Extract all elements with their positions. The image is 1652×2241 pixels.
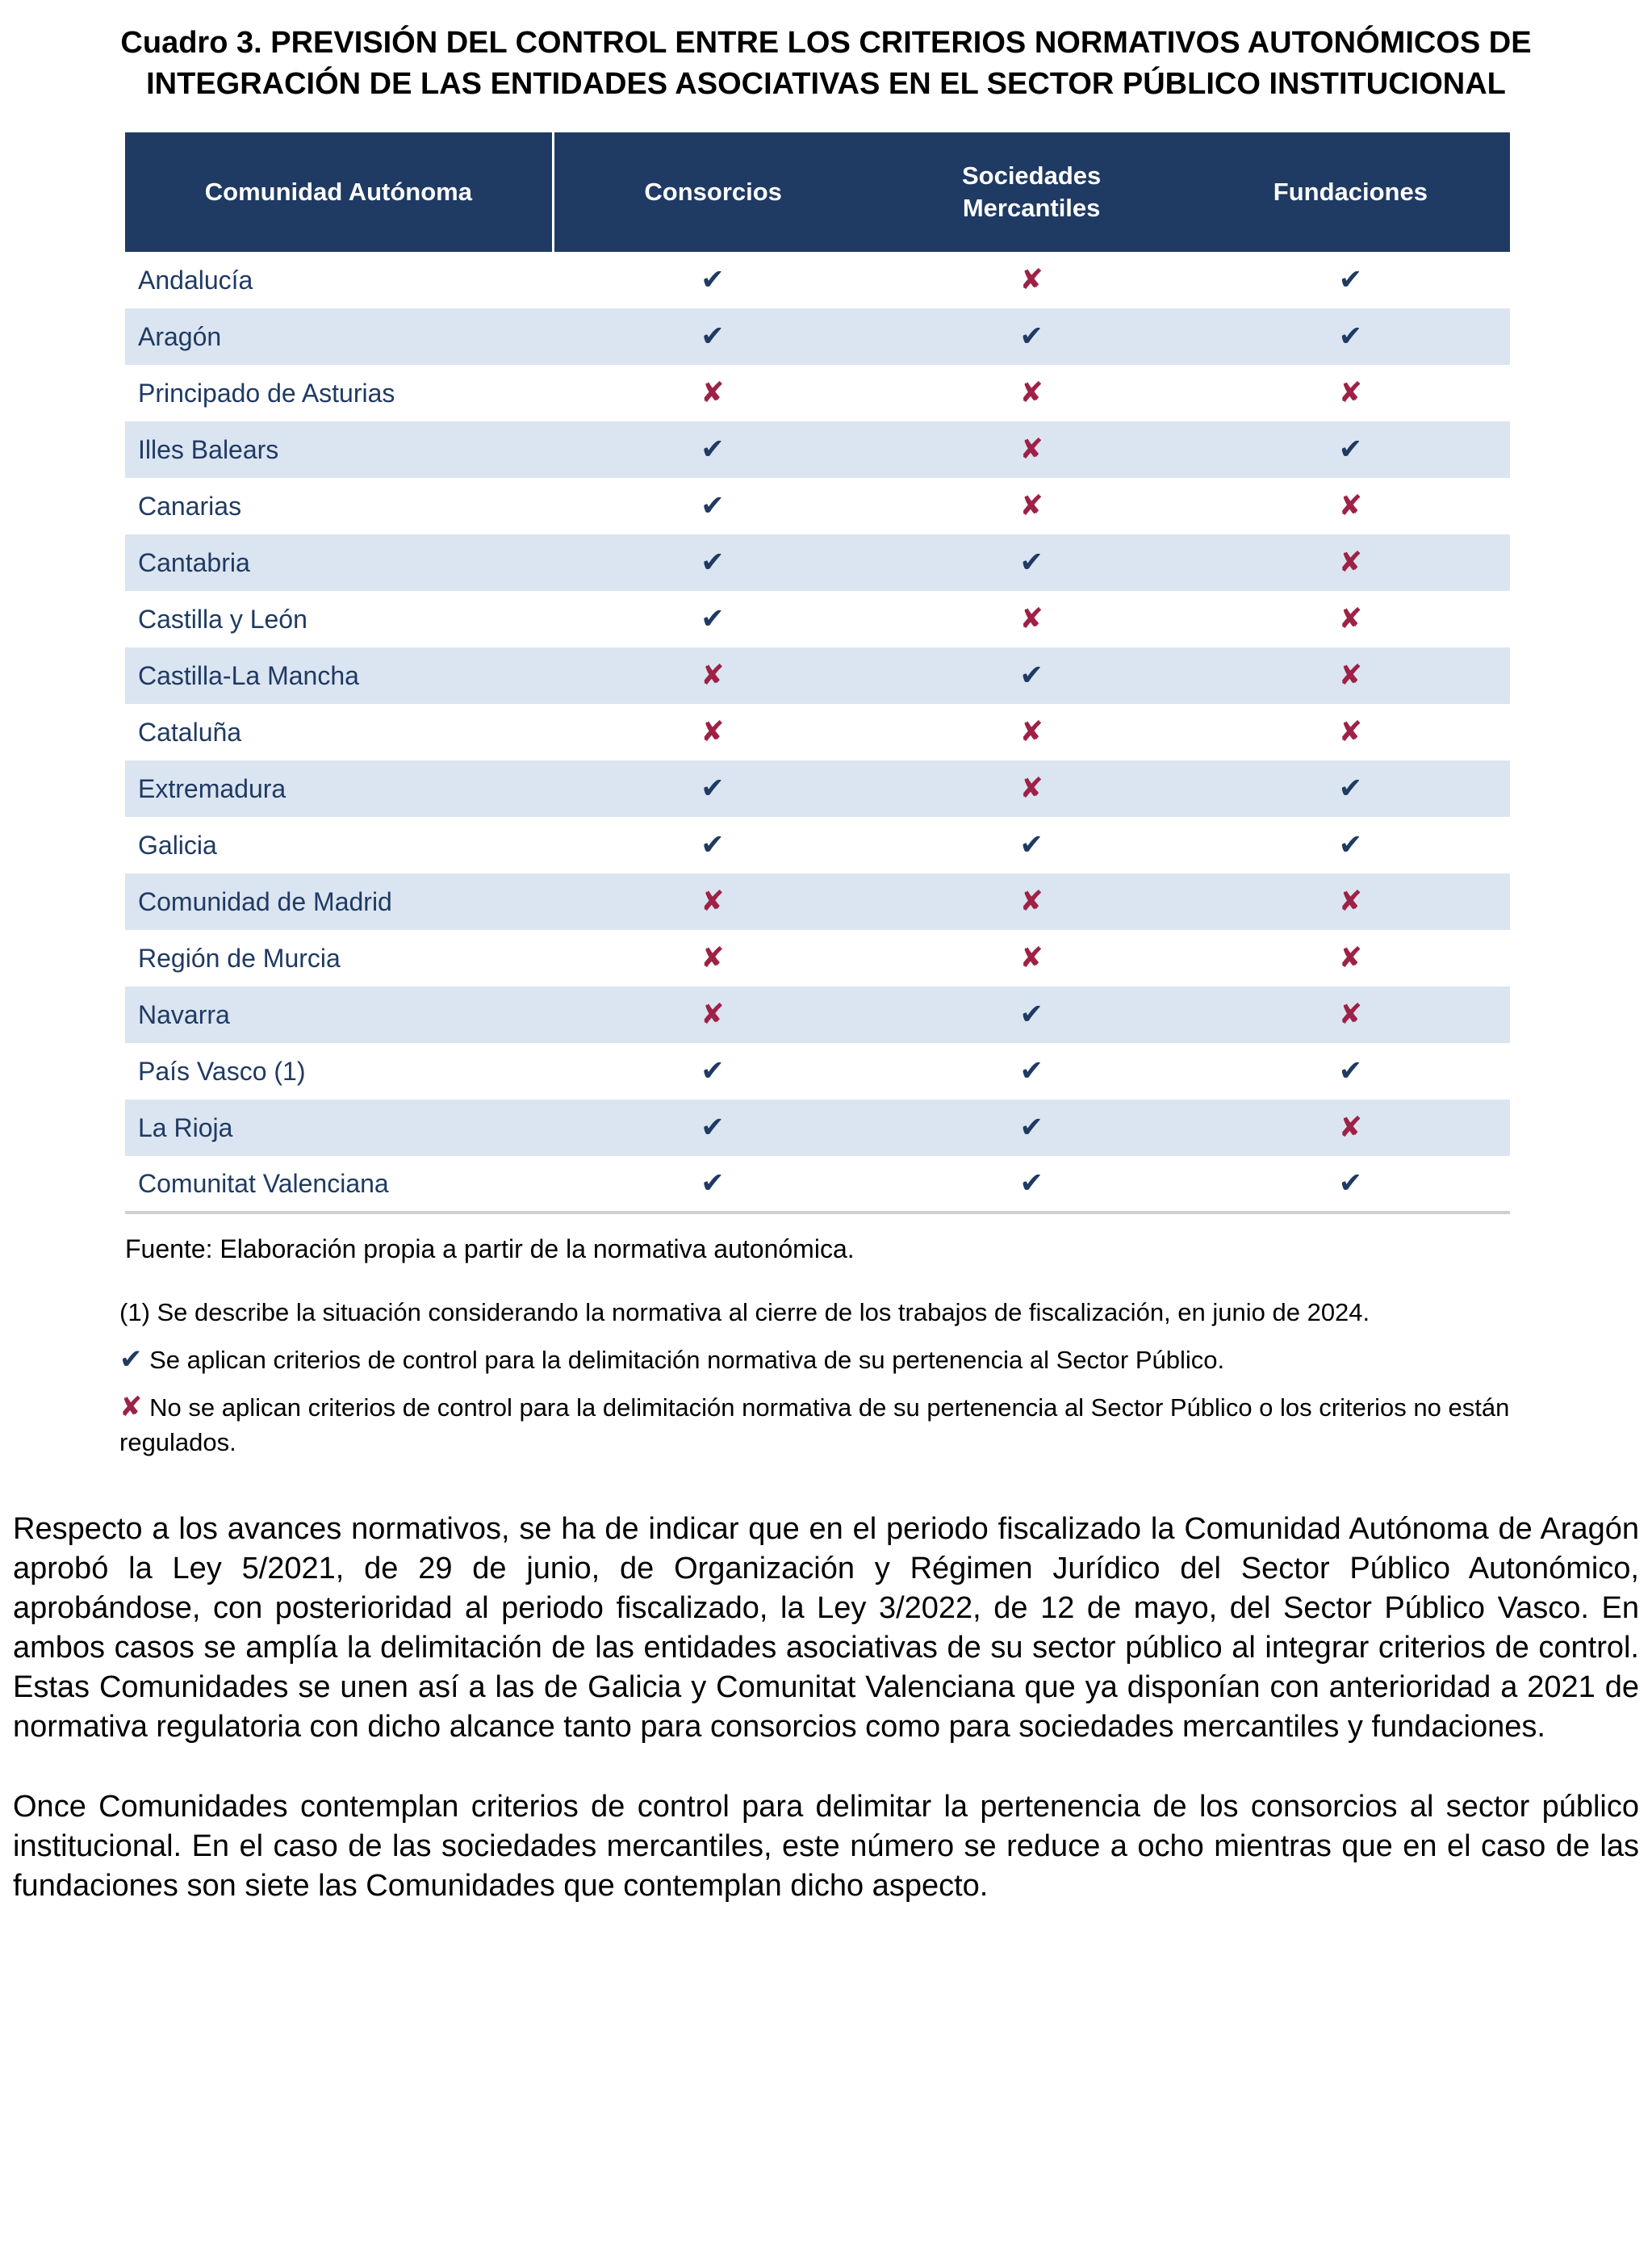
- check-icon: ✔: [1019, 546, 1043, 579]
- cross-icon: ✘: [701, 885, 725, 918]
- table-row: [125, 478, 1510, 534]
- check-icon: ✔: [1019, 1111, 1043, 1144]
- check-icon: ✔: [701, 1054, 725, 1087]
- check-icon: ✔: [701, 828, 725, 861]
- check-icon: ✔: [701, 489, 725, 522]
- cross-icon: ✘: [1019, 715, 1043, 748]
- cross-icon: ✘: [701, 659, 725, 692]
- column-header-comunidad-autonoma: [125, 132, 553, 252]
- table-row: [125, 647, 1510, 704]
- table-row: [125, 591, 1510, 647]
- table-row: [125, 252, 1510, 308]
- cross-icon: ✘: [701, 715, 725, 748]
- cross-icon: ✘: [1019, 941, 1043, 974]
- check-icon: ✔: [553, 1156, 872, 1213]
- cross-icon: ✘: [119, 1391, 143, 1423]
- check-icon: ✔: [1191, 1156, 1510, 1213]
- check-icon: ✔: [701, 263, 725, 296]
- table-container: [125, 132, 1510, 1214]
- footnote-check-text: Se aplican criterios de control para la delimitación normativa de su pertenencia al Sector Público.: [149, 1346, 1225, 1374]
- region-cell: Galicia: [138, 830, 217, 860]
- column-header-label: Fundaciones: [1273, 178, 1428, 206]
- source-line: Fuente: Elaboración propia a partir de la normativa autonómica.: [125, 1234, 855, 1263]
- check-icon: ✔: [701, 546, 725, 579]
- table-row: [125, 1100, 1510, 1156]
- cross-icon: ✘: [1019, 602, 1043, 635]
- check-icon: ✔: [701, 772, 725, 805]
- column-header-sociedades-mercantiles: [872, 132, 1191, 252]
- cross-icon: ✘: [1338, 376, 1363, 409]
- check-icon: ✔: [701, 433, 725, 466]
- region-cell: Andalucía: [138, 265, 253, 295]
- cross-icon: ✘: [701, 376, 725, 409]
- control-table: [125, 132, 1510, 1214]
- footnote-cross: [119, 1390, 1588, 1460]
- region-cell: Aragón: [138, 321, 222, 351]
- table-row: [125, 873, 1510, 930]
- table-row: [125, 760, 1510, 817]
- region-cell: Castilla y León: [138, 604, 307, 634]
- region-cell: Canarias: [138, 491, 242, 521]
- column-header-consorcios: [553, 132, 872, 252]
- region-cell: Illes Balears: [138, 434, 279, 464]
- cross-icon: ✘: [1019, 263, 1043, 296]
- table-row: [125, 534, 1510, 591]
- table-row: [125, 704, 1510, 760]
- cross-icon: ✘: [1338, 998, 1363, 1031]
- footnote-cross-text: No se aplican criterios de control para la delimitación normativa de su pertenencia al Sector Público o los criterios no están regulados.: [119, 1393, 1510, 1456]
- check-icon: ✔: [1338, 828, 1363, 861]
- check-icon: ✔: [701, 1111, 725, 1144]
- cross-icon: ✘: [701, 941, 725, 974]
- cross-icon: ✘: [1338, 715, 1363, 748]
- footnotes: [119, 1295, 1588, 1460]
- table-row: [125, 1156, 1510, 1213]
- cross-icon: ✘: [1338, 941, 1363, 974]
- region-cell: Castilla-La Mancha: [138, 660, 359, 690]
- check-icon: ✔: [701, 320, 725, 353]
- check-icon: ✔: [1338, 320, 1363, 353]
- cross-icon: ✘: [1338, 489, 1363, 522]
- table-row: [125, 365, 1510, 421]
- table-row: [125, 421, 1510, 478]
- table-row: [125, 1043, 1510, 1100]
- column-header-label: Sociedades Mercantiles: [961, 161, 1102, 222]
- region-cell: Comunidad de Madrid: [138, 886, 392, 916]
- table-row: [125, 817, 1510, 873]
- column-header-label: Comunidad Autónoma: [204, 178, 472, 206]
- page-title: Cuadro 3. PREVISIÓN DEL CONTROL ENTRE LOS CRITERIOS NORMATIVOS AUTONÓMICOS DE INTEGRACIÓN DE LAS ENTIDADES ASOCIATIVAS EN EL SECTOR PÚBLICO INSTITUCIONAL: [120, 26, 1532, 101]
- region-cell: Extremadura: [138, 773, 286, 803]
- cross-icon: ✘: [1338, 885, 1363, 918]
- region-cell: Principado de Asturias: [138, 378, 395, 408]
- cross-icon: ✘: [1019, 433, 1043, 466]
- table-row: [125, 986, 1510, 1043]
- check-icon: ✔: [1019, 828, 1043, 861]
- region-cell: Región de Murcia: [138, 943, 341, 973]
- check-icon: ✔: [1019, 320, 1043, 353]
- cross-icon: ✘: [1338, 1111, 1363, 1144]
- cross-icon: ✘: [1019, 376, 1043, 409]
- check-icon: ✔: [119, 1343, 143, 1376]
- paragraph-2: Once Comunidades contemplan criterios de control para delimitar la pertenencia de los consorcios al sector público institucional. En el caso de las sociedades mercantiles, este número se reduce a ocho mientras que en el caso de las fundaciones son siete las Comunidades que contemplan dicho aspecto.: [13, 1790, 1639, 1903]
- cross-icon: ✘: [1338, 602, 1363, 635]
- check-icon: ✔: [1338, 263, 1363, 296]
- cross-icon: ✘: [1019, 885, 1043, 918]
- region-cell: Navarra: [138, 999, 230, 1029]
- cross-icon: ✘: [1019, 772, 1043, 805]
- region-cell: País Vasco (1): [138, 1056, 306, 1086]
- check-icon: ✔: [1019, 998, 1043, 1031]
- check-icon: ✔: [1338, 1054, 1363, 1087]
- table-row: [125, 930, 1510, 986]
- paragraph-1: Respecto a los avances normativos, se ha de indicar que en el periodo fiscalizado la Comunidad Autónoma de Aragón aprobó la Ley 5/2021, de 29 de junio, de Organización y Régimen Jurídico del Sector Público Autonómico, aprobándose, con posterioridad al periodo fiscalizado, la Ley 3/2022, de 12 de mayo, del Sector Público Vasco. En ambos casos se amplía la delimitación de las entidades asociativas de su sector público al integrar criterios de control. Estas Comunidades se unen así a las de Galicia y Comunitat Valenciana que ya disponían con anterioridad a 2021 de normativa regulatoria con dicho alcance tanto para consorcios como para sociedades mercantiles y fundaciones.: [13, 1512, 1639, 1744]
- footnote-1: (1) Se describe la situación considerando la normativa al cierre de los trabajos de fiscalización, en junio de 2024.: [119, 1298, 1370, 1326]
- check-icon: ✔: [701, 602, 725, 635]
- table-header-row: [125, 132, 1510, 252]
- region-cell: Cantabria: [138, 547, 250, 577]
- column-header-label: Consorcios: [644, 178, 782, 206]
- cross-icon: ✘: [1019, 489, 1043, 522]
- check-icon: ✔: [1338, 772, 1363, 805]
- check-icon: ✔: [872, 1156, 1191, 1213]
- cross-icon: ✘: [1338, 659, 1363, 692]
- check-icon: ✔: [1019, 1054, 1043, 1087]
- check-icon: ✔: [1019, 659, 1043, 692]
- cross-icon: ✘: [1338, 546, 1363, 579]
- cross-icon: ✘: [701, 998, 725, 1031]
- table-row: [125, 308, 1510, 365]
- table-body: [125, 252, 1510, 1213]
- region-cell: Cataluña: [138, 717, 242, 747]
- region-cell: La Rioja: [138, 1112, 233, 1142]
- check-icon: ✔: [1338, 433, 1363, 466]
- column-header-fundaciones: [1191, 132, 1510, 252]
- region-cell: Comunitat Valenciana: [125, 1156, 553, 1213]
- footnote-check: [119, 1343, 1588, 1377]
